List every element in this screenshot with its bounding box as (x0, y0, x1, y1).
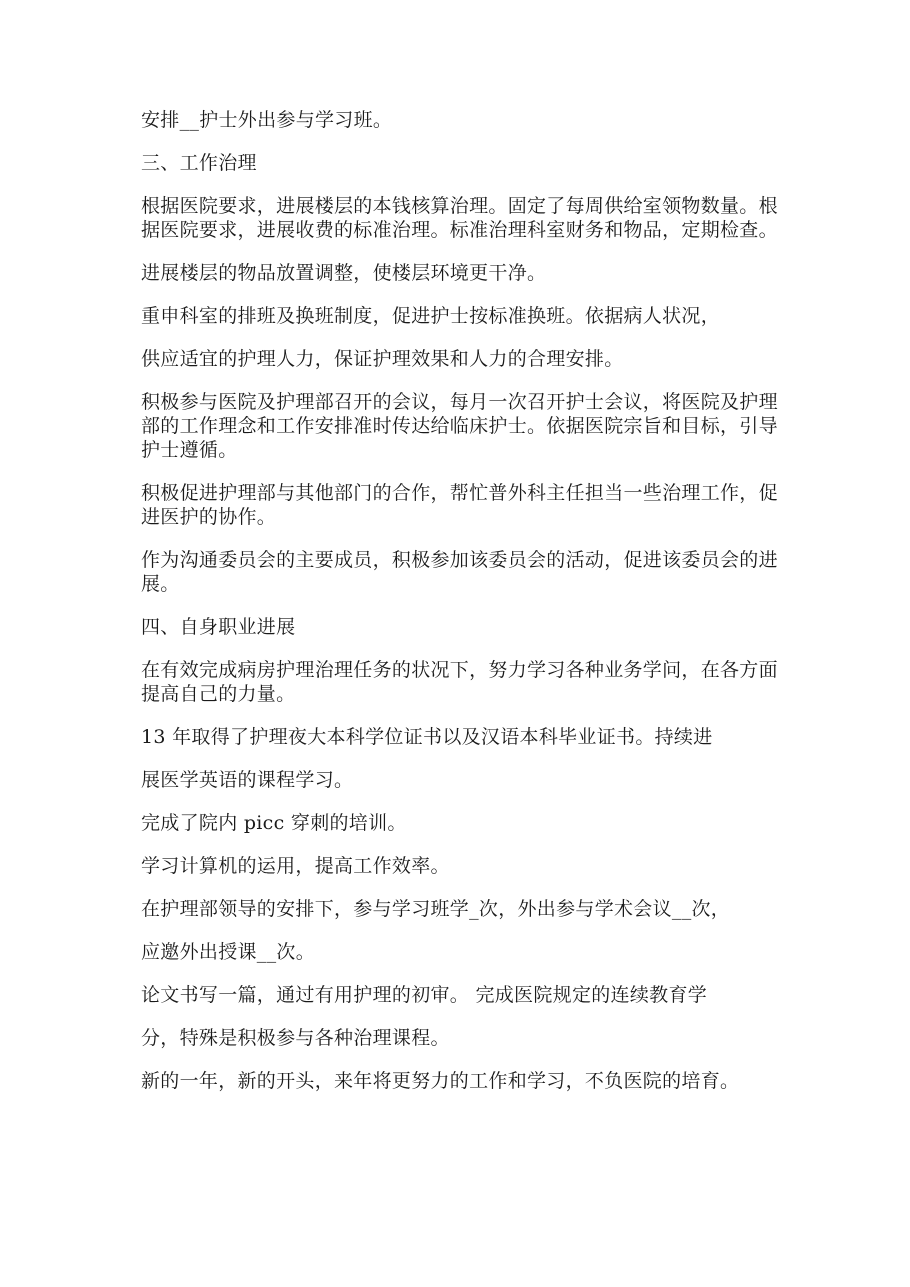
paragraph: 重申科室的排班及换班制度，促进护士按标准换班。依据病人状况， (141, 305, 721, 327)
paragraph: 展医学英语的课程学习。 (141, 769, 354, 791)
paragraph: 在护理部领导的安排下，参与学习班学_次，外出参与学术会议__次， (141, 898, 731, 920)
paragraph: 进展楼层的物品放置调整，使楼层环境更干净。 (141, 262, 547, 284)
paragraph: 作为沟通委员会的主要成员，积极参加该委员会的活动，促进该委员会的进展。 (141, 549, 778, 595)
paragraph: 学习计算机的运用，提高工作效率。 (141, 855, 450, 877)
paragraph: 应邀外出授课__次。 (141, 941, 316, 963)
paragraph: 供应适宜的护理人力，保证护理效果和人力的合理安排。 (141, 348, 624, 370)
paragraph: 根据医院要求，进展楼层的本钱核算治理。固定了每周供给室领物数量。根据医院要求，进展收费的标准治理。标准治理科室财务和物品，定期检查。 (141, 195, 778, 241)
paragraph: 完成了院内 picc 穿刺的培训。 (141, 812, 407, 834)
paragraph: 积极促进护理部与其他部门的合作，帮忙普外科主任担当一些治理工作，促进医护的协作。 (141, 482, 778, 528)
section-heading: 四、自身职业进展 (141, 616, 296, 638)
paragraph: 积极参与医院及护理部召开的会议，每月一次召开护士会议，将医院及护理部的工作理念和工作安排准时传达给临床护士。依据医院宗旨和目标，引导护士遵循。 (141, 391, 778, 461)
section-heading: 三、工作治理 (141, 152, 257, 174)
paragraph: 安排__护士外出参与学习班。 (141, 109, 393, 131)
paragraph: 论文书写一篇，通过有用护理的初审。 完成医院规定的连续教育学 (141, 984, 708, 1006)
paragraph: 13 年取得了护理夜大本科学位证书以及汉语本科毕业证书。持续进 (141, 726, 713, 748)
paragraph: 在有效完成病房护理治理任务的状况下，努力学习各种业务学问，在各方面提高自己的力量。 (141, 659, 778, 705)
paragraph: 分，特殊是积极参与各种治理课程。 (141, 1027, 450, 1049)
paragraph: 新的一年，新的开头，来年将更努力的工作和学习，不负医院的培育。 (141, 1070, 740, 1092)
document-body (141, 108, 781, 1112)
